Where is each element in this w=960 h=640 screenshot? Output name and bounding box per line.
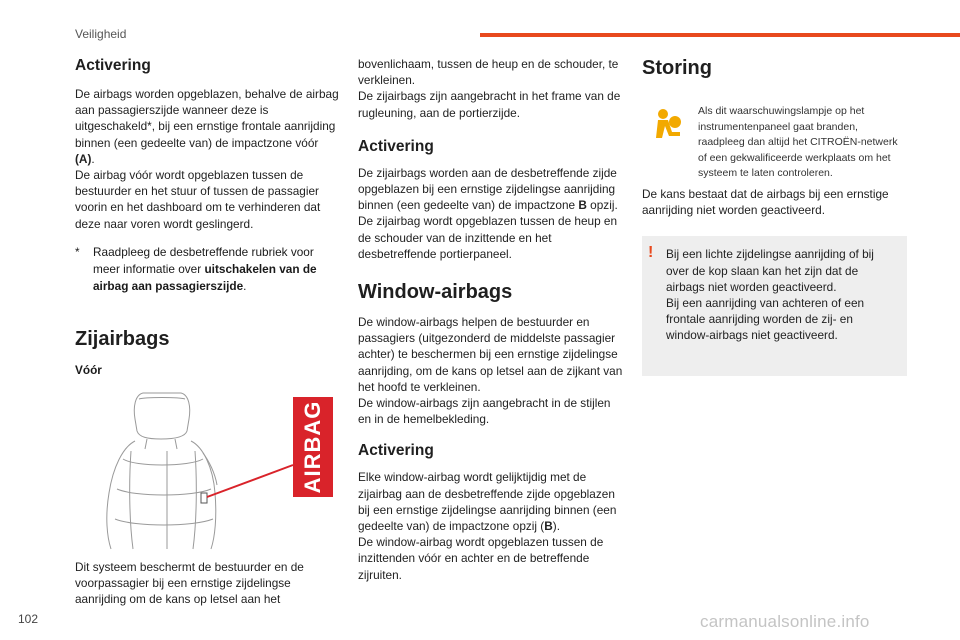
column-middle xyxy=(358,56,623,583)
airbag-warning-icon xyxy=(652,108,682,140)
warning-lamp-row xyxy=(642,104,907,182)
column-left xyxy=(75,56,340,607)
section-label: Veiligheid xyxy=(75,27,127,41)
front-airbag-paragraph: De airbag vóór wordt opgeblazen tussen de bestuurder en het stuur of tussen de passagier voorin en het dashboard om te verhinderen dat deze naar voren wordt geslingerd. xyxy=(75,168,321,231)
storing-paragraph: De kans bestaat dat de airbags bij een ernstige aanrijding niet worden geactiveerd. xyxy=(642,186,889,218)
window-airbag-inflation-paragraph: De window-airbag wordt opgeblazen tussen de inzittenden vóór en achter en de betreffende zijruiten. xyxy=(358,535,604,582)
zijairbag-activation-paragraph: De zijairbags worden aan de desbetreffende zijde opgeblazen bij een ernstige zijdelingse aanrijding binnen (een gedeelte van) de impactzone B opzij. xyxy=(358,165,618,213)
zijairbags-title: Zijairbags xyxy=(75,327,170,350)
storing-title: Storing xyxy=(642,57,712,79)
alert-paragraph-1: Bij een lichte zijdelingse aanrijding of bij over de kop slaan kan het zijn dat de airbags niet worden geactiveerd. xyxy=(666,247,874,294)
page-number: 102 xyxy=(18,612,39,626)
watermark: carmanualsonline.info xyxy=(700,612,870,631)
alert-paragraph-2: Bij een aanrijding van achteren of een frontale aanrijding worden de zij- en window-airbags niet geactiveerd. xyxy=(666,295,865,343)
zijairbag-inflation-paragraph: De zijairbag wordt opgeblazen tussen de heup en de schouder van de inzittende en het desbetreffende portierpaneel. xyxy=(358,214,618,261)
activering-heading-3: Activering xyxy=(358,442,434,460)
seat-airbag-illustration xyxy=(75,389,335,551)
footnote: * Raadpleeg de desbetreffende rubriek voor meer informatie over uitschakelen van de airbag aan passagierszijde. xyxy=(75,244,317,293)
voor-subhead: Vóór xyxy=(75,362,102,377)
activering-paragraph: De airbags worden opgeblazen, behalve de airbag aan passagierszijde wanneer deze is uitgeschakeld*, bij een ernstige frontale aanrijding binnen (een gedeelte van) de impactzone vóór (A). xyxy=(75,87,339,166)
alert-exclamation-icon: ! xyxy=(648,244,654,262)
continued-paragraph: bovenlichaam, tussen de heup en de schouder, te verkleinen. xyxy=(358,57,619,88)
airbag-label-tag: AIRBAG xyxy=(293,397,333,497)
window-airbag-activation-paragraph: Elke window-airbag wordt gelijktijdig met de zijairbag aan de desbetreffende zijde opgeblazen bij een ernstige zijdelingse aanrijding binnen (een gedeelte van) de impactzone opzij (B). xyxy=(358,470,617,534)
alert-box xyxy=(642,236,907,376)
activering-heading-2: Activering xyxy=(358,137,434,155)
window-airbags-location-paragraph: De window-airbags zijn aangebracht in de stijlen en in de hemelbekleding. xyxy=(358,396,611,427)
activering-heading: Activering xyxy=(75,57,151,74)
seat-drawing xyxy=(75,389,295,551)
warning-lamp-text: Als dit waarschuwingslampje op het instrumentenpaneel gaat branden, raadpleeg dan altijd het CITROËN-netwerk of een gekwalificeerde werkplaats om het systeem te laten controleren. xyxy=(698,105,898,180)
zijairbag-caption: Dit systeem beschermt de bestuurder en de voorpassagier bij een ernstige zijdelingse aanrijding om de kans op letsel aan het xyxy=(75,559,304,607)
window-airbags-title: Window-airbags xyxy=(358,281,513,304)
zijairbag-location-paragraph: De zijairbags zijn aangebracht in het frame van de rugleuning, aan de portierzijde. xyxy=(358,89,621,120)
header-accent-rule xyxy=(480,33,960,37)
window-airbags-paragraph: De window-airbags helpen de bestuurder en passagiers (uitgezonderd de middelste passagier achter) te beschermen bij een ernstige zijdelingse aanrijding, om de kans op letsel aan de zijkant van het hoofd te verkleinen. xyxy=(358,315,623,394)
column-right xyxy=(642,56,907,376)
